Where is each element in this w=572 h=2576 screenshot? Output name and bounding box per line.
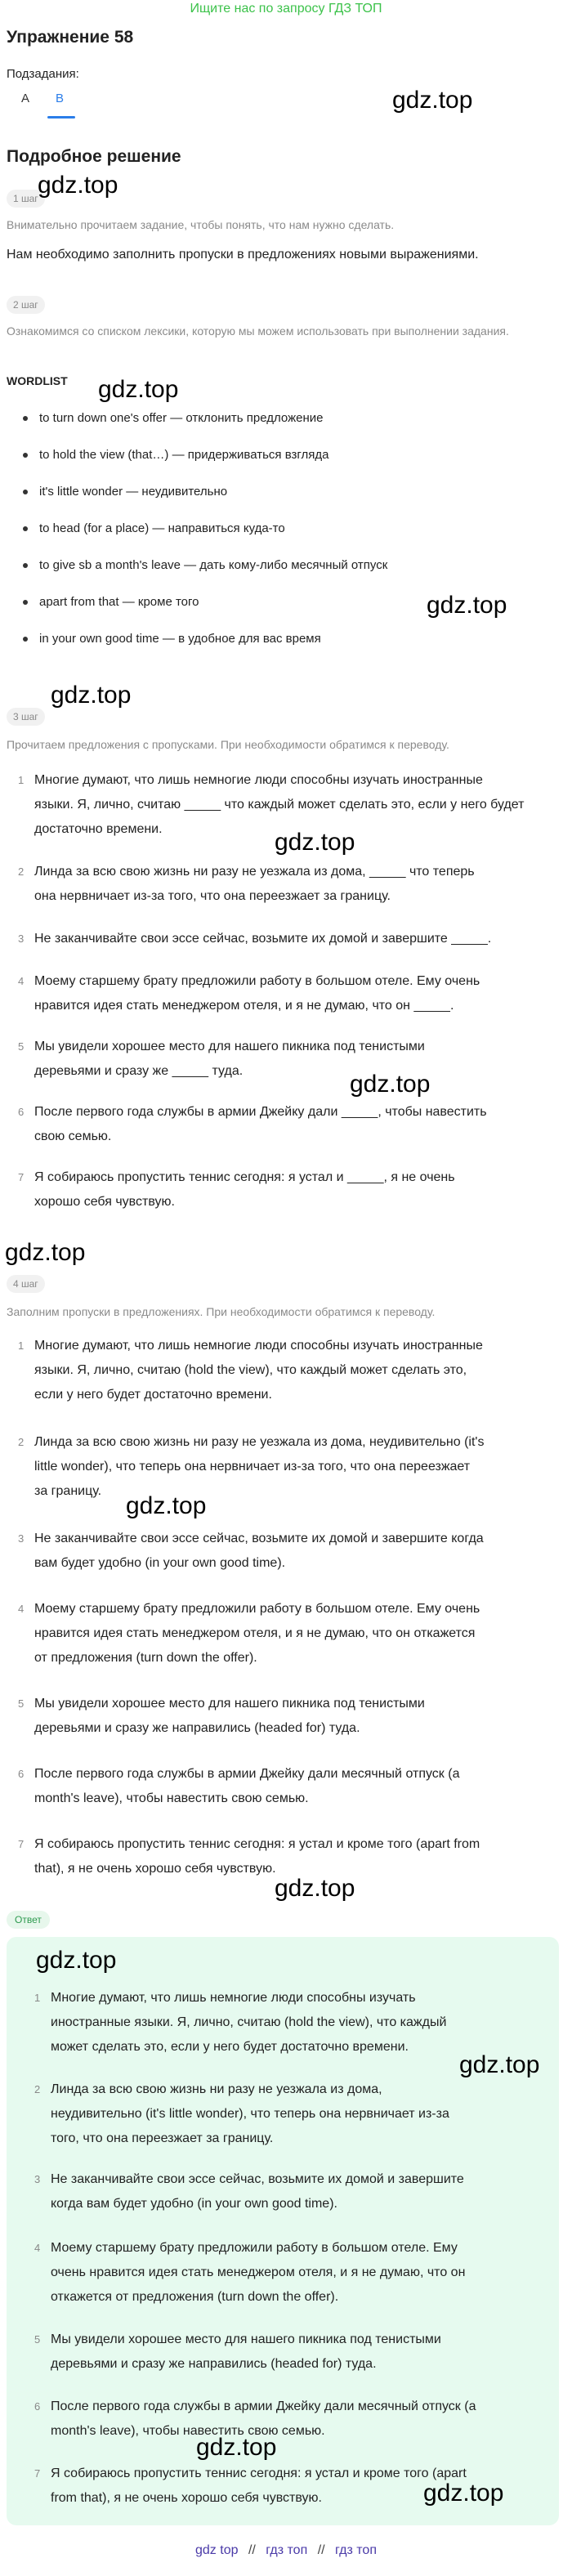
footer-separator: // (248, 2543, 256, 2557)
item-number: 2 (34, 2083, 41, 2095)
watermark-text: gdz.top (427, 592, 507, 619)
step-4-hint: Заполним пропуски в предложениях. При необходимости обратимся к переводу. (7, 1305, 436, 1318)
step-3-hint: Прочитаем предложения с пропусками. При необходимости обратимся к переводу. (7, 738, 449, 751)
list-item: 2 Линда за всю свою жизнь ни разу не уезжала из дома, неудивительно (it's little wonder), что теперь она нервничает из-за того, что она переезжает за границу. (7, 1430, 559, 1504)
item-number: 3 (18, 1532, 25, 1545)
list-item: 2 Линда за всю свою жизнь ни разу не уезжала из дома, _____ что теперь она нервничает из-за того, что она переезжает за границу. (7, 860, 559, 909)
footer-link[interactable]: гдз топ (266, 2543, 308, 2557)
item-number: 6 (18, 1768, 25, 1780)
item-number: 6 (18, 1106, 25, 1118)
watermark-text: gdz.top (423, 2480, 504, 2507)
list-item: 2 Линда за всю свою жизнь ни разу не уезжала из дома, неудивительно (it's little wonder), что теперь она нервничает из-за того, что она переезжает за границу. (23, 2077, 546, 2151)
list-item: 4 Моему старшему брату предложили работу в большом отеле. Ему очень нравится идея стать менеджером отеля, и я не думаю, что он _____. (7, 969, 559, 1018)
tab-a[interactable]: A (21, 92, 30, 105)
item-number: 4 (18, 975, 25, 987)
item-number: 5 (18, 1040, 25, 1053)
watermark-text: gdz.top (98, 376, 179, 403)
footer-link[interactable]: гдз топ (335, 2543, 377, 2557)
list-item: 1 Многие думают, что лишь немногие люди способны изучать иностранные языки. Я, лично, считаю (hold the view), что каждый может сделать это, если у него будет достаточно времени. (7, 1334, 559, 1407)
footer-links (0, 2543, 572, 2558)
step-1-hint: Внимательно прочитаем задание, чтобы понять, что нам нужно сделать. (7, 218, 395, 231)
list-item: to turn down one's offer — отклонить предложение (23, 409, 546, 445)
subtasks-label: Подзадания: (7, 67, 79, 81)
watermark-text: gdz.top (5, 1239, 86, 1266)
watermark-text: gdz.top (392, 87, 473, 114)
item-number: 6 (34, 2400, 41, 2413)
answer-badge: Ответ (7, 1911, 50, 1929)
list-item: 1 Многие думают, что лишь немногие люди способны изучать иностранные языки. Я, лично, считаю _____ что каждый может сделать это, если у него будет достаточно времени. (7, 768, 559, 842)
solution-title: Подробное решение (7, 147, 181, 166)
list-item: it's little wonder — неудивительно (23, 482, 546, 519)
watermark-text: gdz.top (275, 1875, 355, 1902)
list-item: 1 Многие думают, что лишь немногие люди способны изучать иностранные языки. Я, лично, считаю (hold the view), что каждый может сделать это, если у него будет достаточно времени. (23, 1986, 546, 2059)
footer-separator: // (317, 2543, 325, 2557)
item-number: 5 (34, 2333, 41, 2346)
list-item: 7 Я собираюсь пропустить теннис сегодня: я устал и кроме того (apart from that), я не очень хорошо себя чувствую. (23, 2462, 546, 2511)
tab-b[interactable]: B (56, 92, 65, 105)
item-number: 2 (18, 865, 25, 878)
list-item: 6 После первого года службы в армии Джейку дали _____, чтобы навестить свою семью. (7, 1100, 559, 1149)
footer-link[interactable]: gdz top (195, 2543, 239, 2557)
item-number: 2 (18, 1436, 25, 1448)
item-number: 7 (18, 1838, 25, 1850)
step-2-badge: 2 шаг (7, 296, 45, 314)
list-item: 7 Я собираюсь пропустить теннис сегодня: я устал и _____, я не очень хорошо себя чувствую. (7, 1165, 559, 1214)
exercise-title: Упражнение 58 (7, 28, 134, 47)
list-item: 6 После первого года службы в армии Джейку дали месячный отпуск (a month's leave), чтобы навестить свою семью. (23, 2395, 546, 2444)
wordlist (23, 409, 546, 666)
item-number: 5 (18, 1697, 25, 1710)
item-number: 1 (18, 774, 25, 786)
item-number: 7 (34, 2467, 41, 2480)
list-item: 3 Не заканчивайте свои эссе сейчас, возьмите их домой и завершите когда вам будет удобно (in your own good time). (23, 2167, 546, 2216)
list-item: to head (for a place) — направиться куда-то (23, 519, 546, 556)
step-3-badge: 3 шаг (7, 708, 45, 726)
list-item: to give sb a month's leave — дать кому-либо месячный отпуск (23, 556, 546, 593)
list-item: to hold the view (that…) — придерживаться взгляда (23, 445, 546, 482)
active-tab-indicator (47, 116, 75, 119)
step-2-hint: Ознакомимся со списком лексики, которую мы можем использовать при выполнении задания. (7, 324, 509, 338)
list-item: 6 После первого года службы в армии Джейку дали месячный отпуск (a month's leave), чтобы навестить свою семью. (7, 1762, 559, 1811)
item-number: 3 (34, 2173, 41, 2185)
watermark-text: gdz.top (36, 1947, 117, 1974)
watermark-text: gdz.top (51, 682, 132, 709)
list-item: 4 Моему старшему брату предложили работу в большом отеле. Ему очень нравится идея стать менеджером отеля, и я не думаю, что он откажется от предложения (turn down the offer). (23, 2236, 546, 2310)
step-1-badge: 1 шаг (7, 190, 45, 208)
item-number: 1 (18, 1339, 25, 1352)
watermark-text: gdz.top (459, 2051, 540, 2078)
item-number: 7 (18, 1171, 25, 1183)
list-item: 7 Я собираюсь пропустить теннис сегодня: я устал и кроме того (apart from that), я не очень хорошо себя чувствую. (7, 1832, 559, 1881)
list-item: 5 Мы увидели хорошее место для нашего пикника под тенистыми деревьями и сразу же направились (headed for) туда. (7, 1692, 559, 1741)
list-item: 3 Не заканчивайте свои эссе сейчас, возьмите их домой и завершите _____. (7, 927, 559, 951)
watermark-text: gdz.top (126, 1492, 207, 1519)
item-number: 1 (34, 1992, 41, 2004)
list-item: apart from that — кроме того (23, 593, 546, 629)
step-1-text: Нам необходимо заполнить пропуски в предложениях новыми выражениями. (7, 248, 479, 262)
search-hint-banner: Ищите нас по запросу ГДЗ ТОП (190, 2, 382, 16)
list-item: 4 Моему старшему брату предложили работу в большом отеле. Ему очень нравится идея стать менеджером отеля, и я не думаю, что он откажется от предложения (turn down the offer). (7, 1597, 559, 1670)
subtask-tabs (7, 87, 64, 119)
list-item: 5 Мы увидели хорошее место для нашего пикника под тенистыми деревьями и сразу же направились (headed for) туда. (23, 2328, 546, 2377)
list-item: in your own good time — в удобное для вас время (23, 629, 546, 666)
watermark-text: gdz.top (275, 829, 355, 856)
item-number: 4 (18, 1603, 25, 1615)
wordlist-title: WORDLIST (7, 374, 68, 387)
item-number: 4 (34, 2242, 41, 2254)
list-item: 5 Мы увидели хорошее место для нашего пикника под тенистыми деревьями и сразу же _____ туда. (7, 1035, 559, 1084)
item-number: 3 (18, 932, 25, 945)
step-4-badge: 4 шаг (7, 1275, 45, 1293)
watermark-text: gdz.top (196, 2434, 277, 2461)
watermark-text: gdz.top (38, 172, 118, 199)
answer-panel (7, 1937, 559, 2525)
list-item: 3 Не заканчивайте свои эссе сейчас, возьмите их домой и завершите когда вам будет удобно (in your own good time). (7, 1527, 559, 1576)
watermark-text: gdz.top (350, 1071, 431, 1098)
